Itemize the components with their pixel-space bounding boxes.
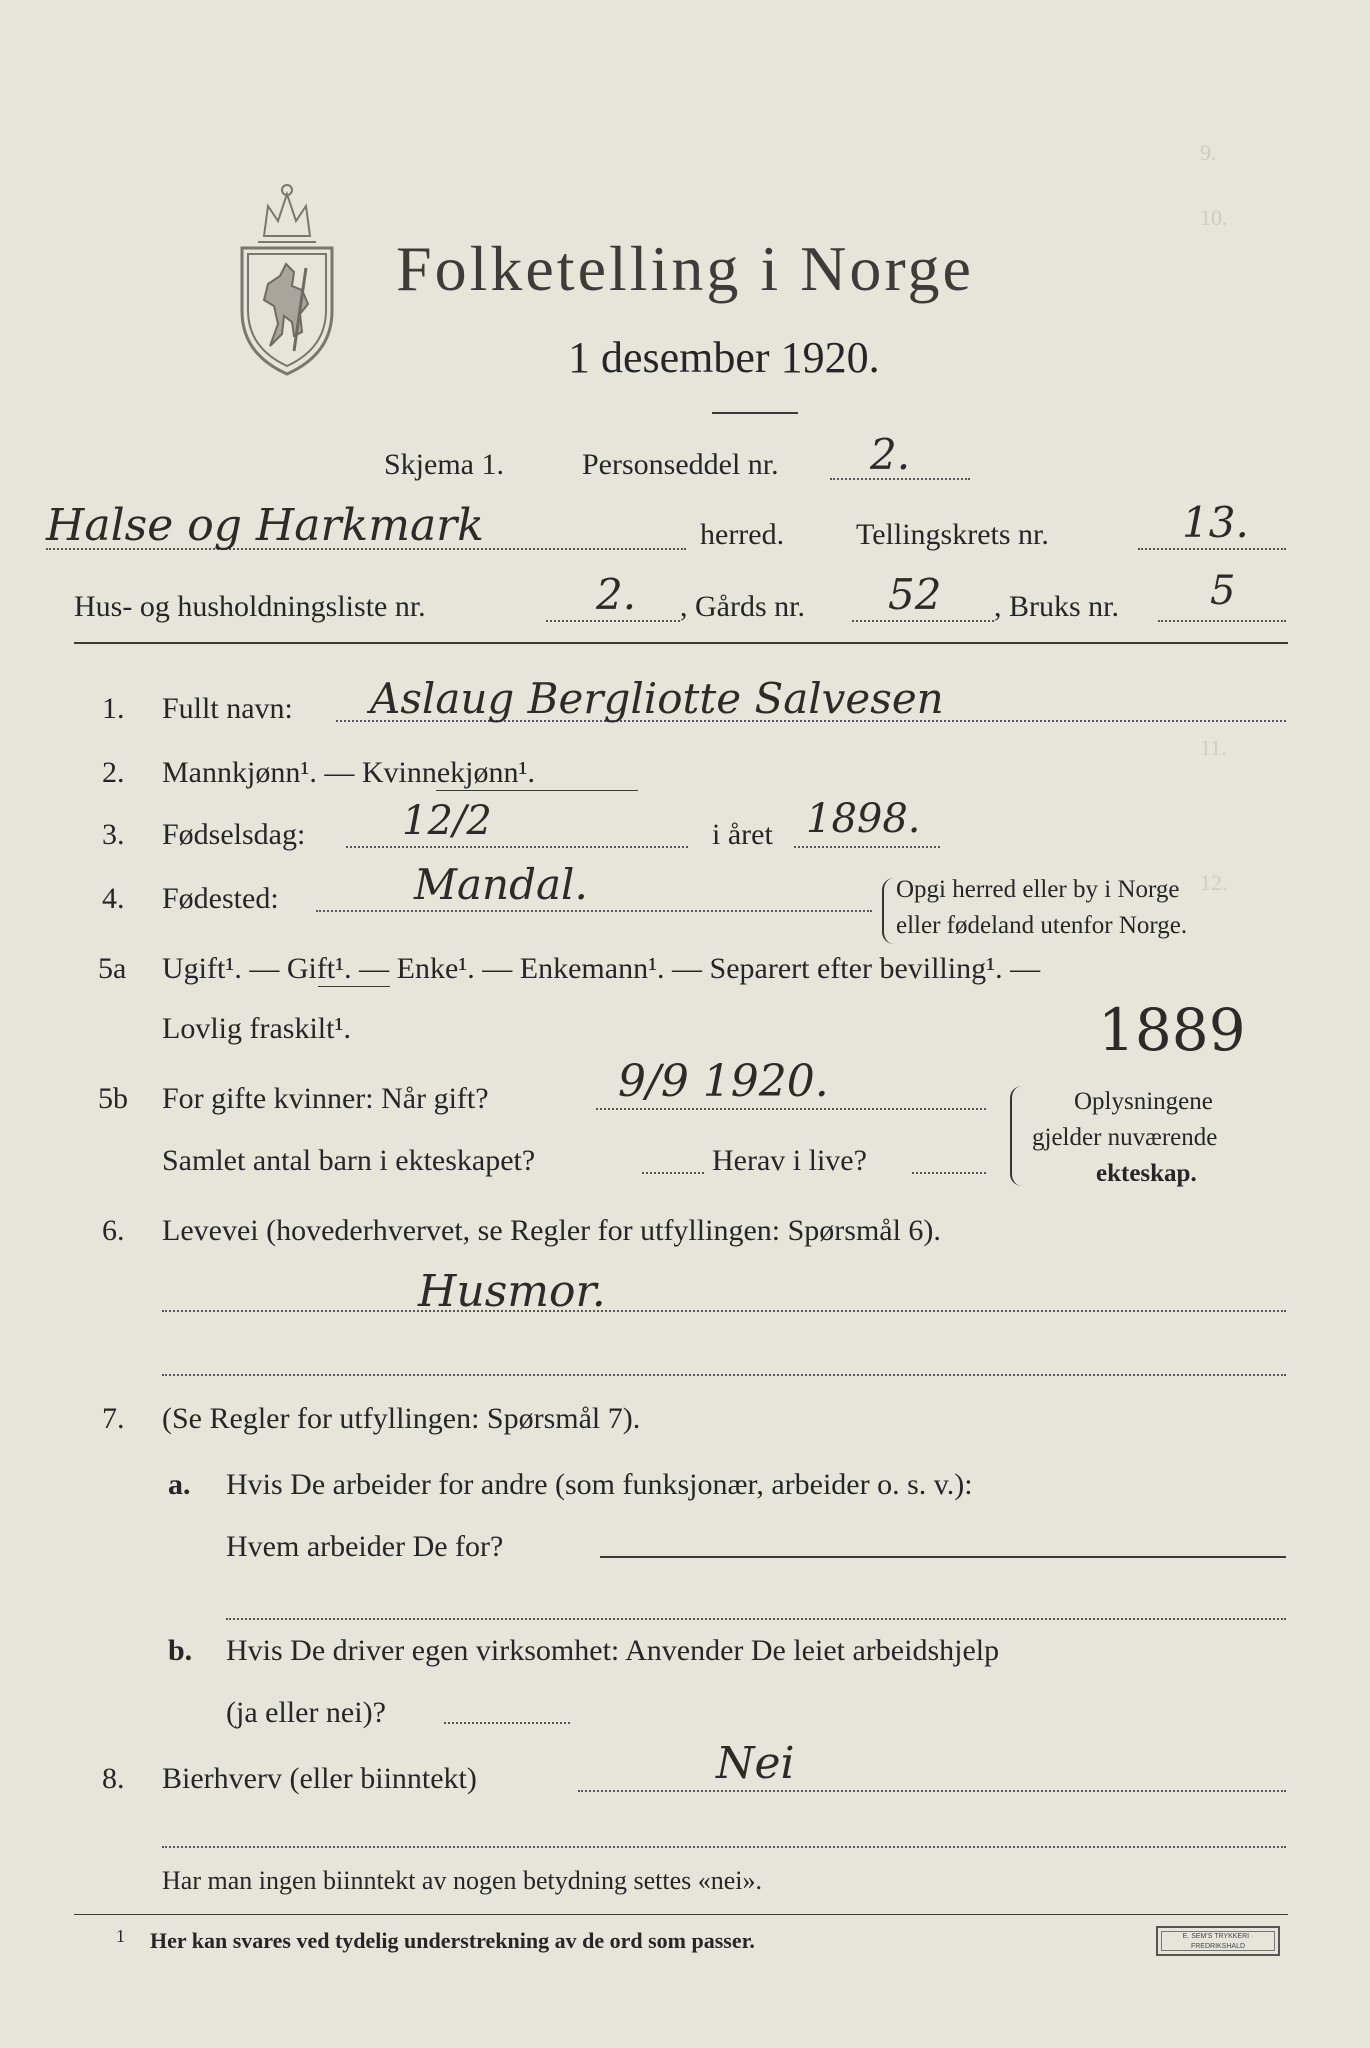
side-income-line-2 (162, 1846, 1286, 1848)
q7a-letter: a. (168, 1468, 191, 1501)
gift-underline (318, 986, 390, 987)
married-date-label: For gifte kvinner: Når gift? (162, 1082, 489, 1115)
footnote-divider (74, 1914, 1288, 1915)
hired-help-line (444, 1722, 570, 1724)
employer-line (600, 1556, 1286, 1558)
occupation-line-2 (162, 1374, 1286, 1376)
children-total-line (642, 1172, 704, 1174)
hus-value[interactable]: 2. (596, 570, 637, 619)
q3-label: Fødselsdag: (162, 818, 306, 851)
children-alive-label: Herav i live? (712, 1144, 867, 1177)
q2-number: 2. (102, 756, 125, 789)
footnote-text: Her kan svares ved tydelig understrekning av de ord som passer. (150, 1928, 755, 1953)
printer-stamp (1156, 1926, 1280, 1956)
personseddel-label: Personseddel nr. (582, 448, 779, 481)
margin-note-year: 1889 (1098, 996, 1246, 1064)
children-total-label: Samlet antal barn i ekteskapet? (162, 1144, 536, 1177)
birthplace-note-line2: eller fødeland utenfor Norge. (896, 912, 1188, 939)
bleed-through-text: 12. (1200, 870, 1228, 895)
q7-number: 7. (102, 1402, 125, 1435)
hus-line (546, 620, 680, 622)
side-income-line (578, 1790, 1286, 1792)
marriage-note-line1: Oplysningene (1074, 1088, 1213, 1115)
tellingskrets-label: Tellingskrets nr. (856, 518, 1049, 551)
bruks-value[interactable]: 5 (1210, 568, 1236, 614)
birthplace-line (316, 910, 872, 912)
gender-options: Mannkjønn¹. — Kvinnekjønn¹. (162, 756, 535, 789)
norway-coat-of-arms-icon (228, 176, 346, 378)
employer-line-2 (226, 1618, 1286, 1620)
marriage-note-bracket (1010, 1086, 1024, 1186)
q5b-number: 5b (98, 1082, 128, 1115)
kvinnekjonn-underline (436, 790, 638, 791)
married-date-line (596, 1108, 986, 1110)
printer-stamp-text: E. SEM'S TRYKKERI · FREDRIKSHALD (1161, 1931, 1275, 1951)
form-date: 1 desember 1920. (568, 333, 880, 382)
bruks-label: , Bruks nr. (994, 590, 1120, 623)
birthplace-note-line1: Opgi herred eller by i Norge (896, 876, 1180, 903)
birth-year-value[interactable]: 1898. (806, 796, 921, 842)
gards-label: , Gårds nr. (680, 590, 805, 623)
marriage-note-line3: ekteskap. (1096, 1160, 1197, 1187)
q5a-number: 5a (98, 952, 127, 985)
q3-number: 3. (102, 818, 125, 851)
bruks-line (1158, 620, 1286, 622)
birthday-line (346, 846, 688, 848)
marital-status-options: Ugift¹. — Gift¹. — Enke¹. — Enkemann¹. — Separert efter bevilling¹. — (162, 952, 1041, 985)
q7-label: (Se Regler for utfyllingen: Spørsmål 7). (162, 1402, 641, 1435)
form-title: Folketelling i Norge (396, 233, 974, 304)
occupation-value[interactable]: Husmor. (418, 1266, 606, 1317)
bleed-through-text: 9. (1200, 140, 1217, 165)
occupation-line-1 (162, 1310, 1286, 1312)
q1-number: 1. (102, 692, 125, 725)
birthplace-value[interactable]: Mandal. (414, 860, 588, 909)
hus-label: Hus- og husholdningsliste nr. (74, 590, 426, 623)
herred-value[interactable]: Halse og Harkmark (46, 500, 484, 551)
q7b-line1: Hvis De driver egen virksomhet: Anvender De leiet arbeidshjelp (226, 1634, 1000, 1667)
birthday-value[interactable]: 12/2 (402, 798, 492, 844)
bleed-through-text: 11. (1200, 735, 1227, 760)
q4-number: 4. (102, 882, 125, 915)
birthplace-note-bracket (882, 878, 896, 944)
full-name-value[interactable]: Aslaug Bergliotte Salvesen (370, 674, 944, 723)
q7a-line1: Hvis De arbeider for andre (som funksjonær, arbeider o. s. v.): (226, 1468, 973, 1501)
title-divider (712, 412, 798, 414)
gards-line (852, 620, 994, 622)
employer-label: Hvem arbeider De for? (226, 1530, 504, 1563)
side-income-value[interactable]: Nei (716, 1738, 795, 1789)
q7b-letter: b. (168, 1634, 193, 1667)
children-alive-line (912, 1172, 986, 1174)
bleed-through-text: 10. (1200, 205, 1228, 230)
hired-help-label: (ja eller nei)? (226, 1696, 386, 1729)
q1-label: Fullt navn: (162, 692, 293, 725)
tellingskrets-line (1138, 548, 1286, 550)
bottom-note: Har man ingen biinntekt av nogen betydning settes «nei». (162, 1866, 763, 1895)
q6-number: 6. (102, 1214, 125, 1247)
marital-status-options-2: Lovlig fraskilt¹. (162, 1012, 351, 1045)
q8-number: 8. (102, 1762, 125, 1795)
gards-value[interactable]: 52 (888, 570, 942, 619)
q4-label: Fødested: (162, 882, 279, 915)
header-divider (74, 642, 1288, 644)
skjema-label: Skjema 1. (384, 448, 504, 481)
year-label: i året (712, 818, 773, 851)
marriage-note-line2: gjelder nuværende (1032, 1124, 1218, 1151)
married-date-value[interactable]: 9/9 1920. (618, 1056, 829, 1107)
side-income-label: Bierhverv (eller biinntekt) (162, 1762, 477, 1795)
personseddel-value[interactable]: 2. (870, 430, 911, 479)
footnote-mark: 1 (116, 1926, 125, 1946)
herred-label: herred. (700, 518, 785, 551)
birth-year-line (794, 846, 940, 848)
occupation-label: Levevei (hovederhvervet, se Regler for utfyllingen: Spørsmål 6). (162, 1214, 941, 1247)
tellingskrets-value[interactable]: 13. (1182, 498, 1249, 547)
